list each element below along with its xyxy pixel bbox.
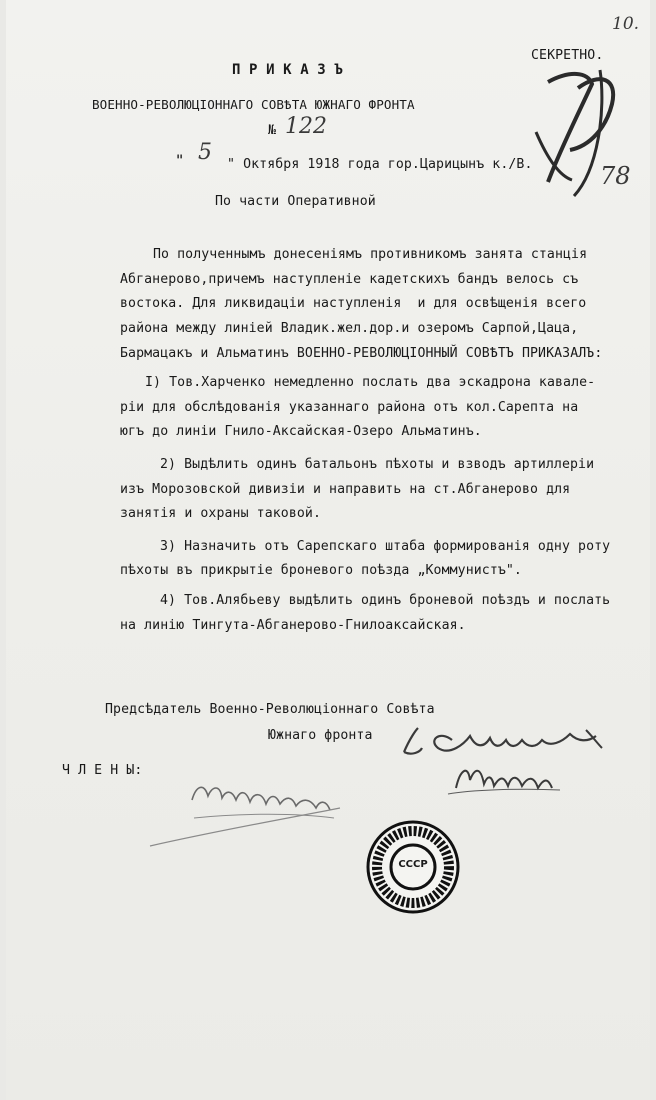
item-2-line: изъ Морозовской дивизiи и направить на ст.Абганерово для bbox=[120, 482, 571, 497]
item-2-line: занятiя и охраны таковой. bbox=[120, 506, 321, 521]
item-4-line: на линiю Тингута-Абганерово-Гнилоаксайская. bbox=[120, 618, 466, 633]
item-4-line: 4) Тов.Алябьеву выдѣлить одинъ броневой поѣздъ и послать bbox=[160, 593, 611, 608]
body-line: района между линiей Владик.жел.дор.и озеромъ Сарпой,Цаца, bbox=[120, 321, 579, 336]
body-line: востока. Для ликвидацiи наступленiя и для освѣщенiя всего bbox=[120, 296, 587, 311]
item-3-line: 3) Назначить отъ Сарепскаго штаба формированiя одну роту bbox=[160, 539, 611, 554]
body-line: Бармацакъ и Альматинъ ВОЕННО-РЕВОЛЮЦIОННЫЙ СОВѢТЪ ПРИКАЗАЛЪ: bbox=[120, 346, 603, 361]
date-open-quote: " bbox=[176, 153, 184, 169]
secrecy-label: СЕКРЕТНО. bbox=[531, 48, 604, 63]
stamp-center-text: СССР bbox=[398, 859, 428, 870]
body-line: Абганерово,причемъ наступленiе кадетскихъ бандъ велось съ bbox=[120, 272, 579, 287]
item-1-line: рiи для обслѣдованiя указаннаго района отъ кол.Сарепта на bbox=[120, 400, 579, 415]
members-label: Ч Л Е Н Ы: bbox=[62, 763, 143, 778]
member-signature-voroshilov bbox=[150, 787, 340, 846]
archive-stamp bbox=[366, 820, 460, 914]
item-3-line: пѣхоты въ прикрытiе броневого поѣзда „Коммунистъ". bbox=[120, 563, 522, 578]
order-number: 122 bbox=[285, 114, 327, 139]
date-line: " Октября 1918 года гор.Царицынъ к./В. bbox=[227, 157, 533, 172]
chairman-front: Южнаго фронта bbox=[268, 728, 373, 743]
order-number-prefix: № bbox=[268, 123, 277, 138]
body-line: По полученнымъ донесенiямъ противникомъ занята станцiя bbox=[153, 247, 588, 262]
member-signature-minin bbox=[448, 771, 560, 794]
issuer-line: ВОЕННО-РЕВОЛЮЦIОННАГО СОВѢТА ЮЖНАГО ФРОНТА bbox=[92, 97, 415, 112]
item-1-line: югъ до линiи Гнило-Аксайская-Озеро Альматинъ. bbox=[120, 424, 482, 439]
archive-page-note: 10. bbox=[612, 14, 640, 34]
document-title: П Р И К А З Ъ bbox=[232, 62, 343, 78]
item-2-line: 2) Выдѣлить одинъ батальонъ пѣхоты и взводъ артиллерiи bbox=[160, 457, 595, 472]
section-heading: По части Оперативной bbox=[215, 194, 376, 209]
item-1-line: I) Тов.Харченко немедленно послать два эскадрона кавале- bbox=[145, 375, 596, 390]
date-day: 5 bbox=[198, 140, 212, 165]
handwritten-sheet-number: 78 bbox=[600, 162, 631, 190]
stamp-ring-text bbox=[366, 820, 373, 821]
chairman-title: Предсѣдатель Военно-Революцiоннаго Совѣта bbox=[105, 702, 435, 717]
chairman-signature bbox=[404, 728, 602, 754]
